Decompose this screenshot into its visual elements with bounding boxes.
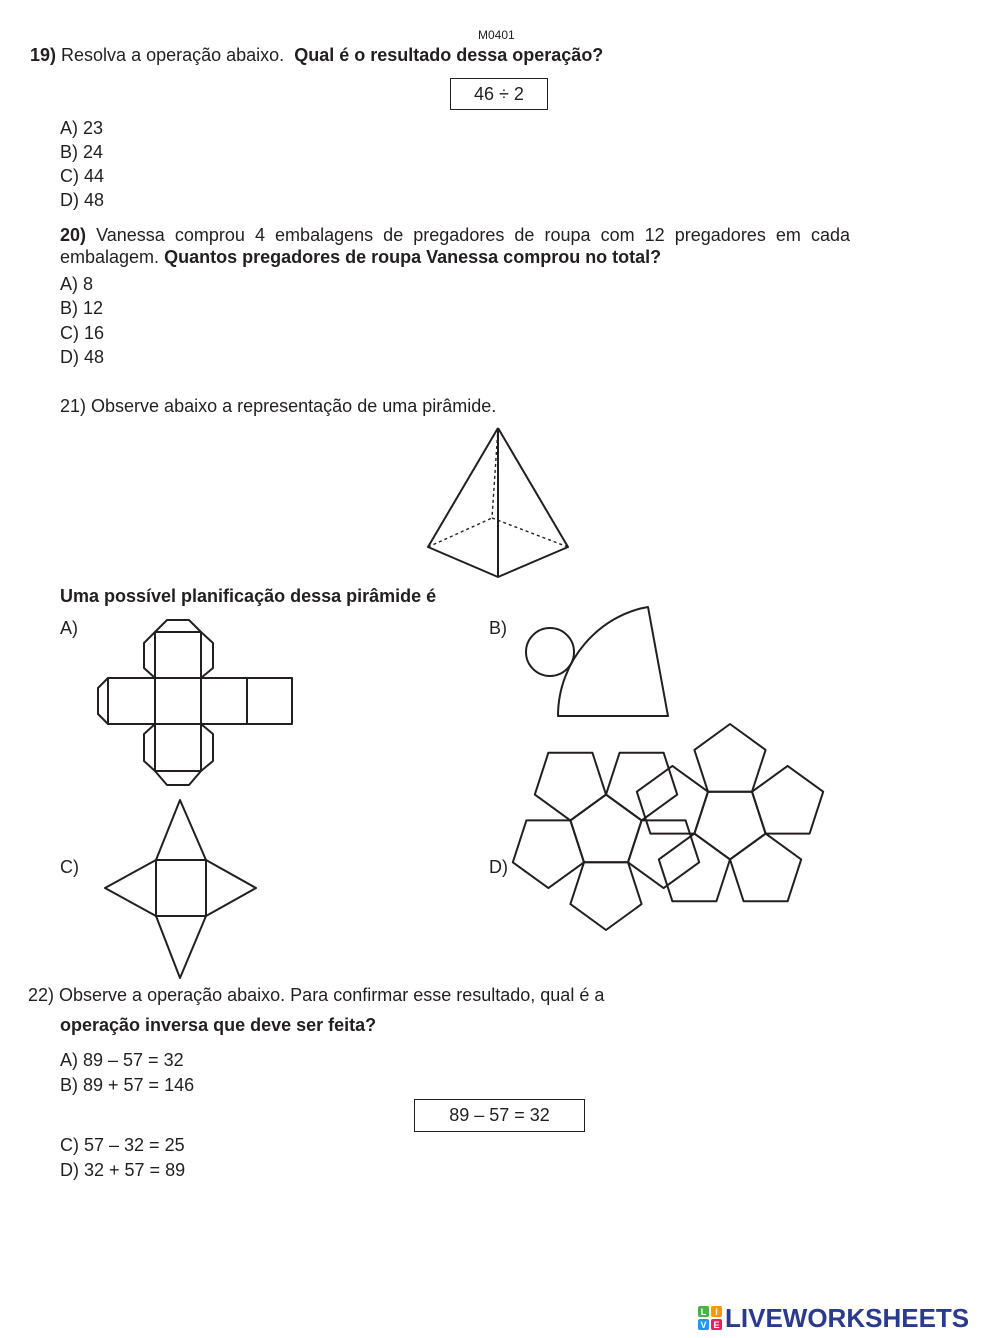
option-d-dodecahedron-net[interactable] bbox=[520, 740, 810, 905]
option-c-pyramid-net[interactable] bbox=[100, 795, 265, 985]
left-flower-petal-pentagon-3 bbox=[570, 862, 641, 930]
question-20-text-end: embalagem. bbox=[60, 247, 160, 267]
badge-letter-l: L bbox=[700, 1307, 707, 1317]
liveworksheets-badge-icon bbox=[697, 1305, 723, 1331]
right-flower-petal-pentagon-2 bbox=[637, 766, 708, 834]
question-19-text: Resolva a operação abaixo. bbox=[61, 45, 285, 65]
question-20-option-a[interactable]: A) 8 bbox=[60, 274, 94, 294]
question-22-prompt: operação inversa que deve ser feita? bbox=[60, 1015, 377, 1035]
question-20-text: Vanessa comprou 4 embalagens de pregadores de roupa com 12 pregadores em cada bbox=[96, 225, 850, 245]
question-19-option-a[interactable]: A) 23 bbox=[60, 118, 104, 138]
liveworksheets-wordmark: LIVEWORKSHEETS bbox=[725, 1303, 970, 1333]
option-b-cone-net[interactable] bbox=[520, 600, 680, 725]
question-21-option-a[interactable]: A) bbox=[60, 618, 78, 638]
question-22-number: 22) bbox=[28, 985, 55, 1005]
question-19-option-c[interactable]: C) 44 bbox=[60, 166, 105, 186]
badge-letter-e: E bbox=[713, 1320, 720, 1330]
question-19-number: 19) bbox=[30, 45, 57, 65]
pyramid-figure bbox=[420, 420, 580, 585]
question-22-expression-box: 89 – 57 = 32 bbox=[414, 1099, 585, 1132]
right-flower-petal-pentagon-3 bbox=[694, 724, 765, 792]
right-flower-petal-pentagon-1 bbox=[659, 834, 730, 902]
option-a-cube-net[interactable] bbox=[95, 615, 295, 790]
question-20-number: 20) bbox=[60, 225, 87, 245]
question-21-heading bbox=[60, 395, 496, 417]
page-code: M0401 bbox=[478, 28, 515, 42]
badge-letter-v: V bbox=[700, 1320, 707, 1330]
question-22-option-c[interactable]: C) 57 – 32 = 25 bbox=[60, 1135, 185, 1155]
left-flower-petal-pentagon-4 bbox=[513, 820, 584, 888]
question-21-number: 21) bbox=[60, 396, 87, 416]
right-flower-petal-pentagon-4 bbox=[752, 766, 823, 834]
question-22-option-a[interactable]: A) 89 – 57 = 32 bbox=[60, 1050, 184, 1070]
left-flower-petal-pentagon-1 bbox=[606, 753, 677, 821]
question-21-option-c[interactable]: C) bbox=[60, 857, 79, 877]
question-19-option-d[interactable]: D) 48 bbox=[60, 190, 105, 210]
question-20-option-d[interactable]: D) 48 bbox=[60, 347, 105, 367]
question-20-option-b[interactable]: B) 12 bbox=[60, 298, 104, 318]
question-19-expression-box: 46 ÷ 2 bbox=[450, 78, 548, 110]
question-22-heading bbox=[28, 984, 604, 1006]
left-flower-petal-pentagon-2 bbox=[628, 820, 699, 888]
question-20-option-c[interactable]: C) 16 bbox=[60, 323, 105, 343]
question-21-option-b[interactable]: B) bbox=[489, 618, 507, 638]
question-19-prompt: Qual é o resultado dessa operação? bbox=[294, 45, 604, 65]
question-20-line1 bbox=[60, 224, 850, 246]
question-22-text: Observe a operação abaixo. Para confirmar esse resultado, qual é a bbox=[59, 985, 605, 1005]
badge-letter-i: I bbox=[715, 1307, 718, 1317]
question-19-option-b[interactable]: B) 24 bbox=[60, 142, 104, 162]
question-19-heading bbox=[30, 44, 603, 66]
question-20-prompt: Quantos pregadores de roupa Vanessa comprou no total? bbox=[164, 247, 662, 267]
question-21-prompt: Uma possível planificação dessa pirâmide é bbox=[60, 586, 437, 606]
question-21-option-d[interactable]: D) bbox=[489, 857, 508, 877]
question-20-line2 bbox=[60, 246, 661, 268]
liveworksheets-logo bbox=[697, 1303, 993, 1333]
question-22-option-b[interactable]: B) 89 + 57 = 146 bbox=[60, 1075, 195, 1095]
left-flower-petal-pentagon-5 bbox=[535, 753, 606, 821]
question-22-option-d[interactable]: D) 32 + 57 = 89 bbox=[60, 1160, 186, 1180]
question-21-text: Observe abaixo a representação de uma pirâmide. bbox=[91, 396, 497, 416]
right-flower-petal-pentagon-5 bbox=[730, 834, 801, 902]
